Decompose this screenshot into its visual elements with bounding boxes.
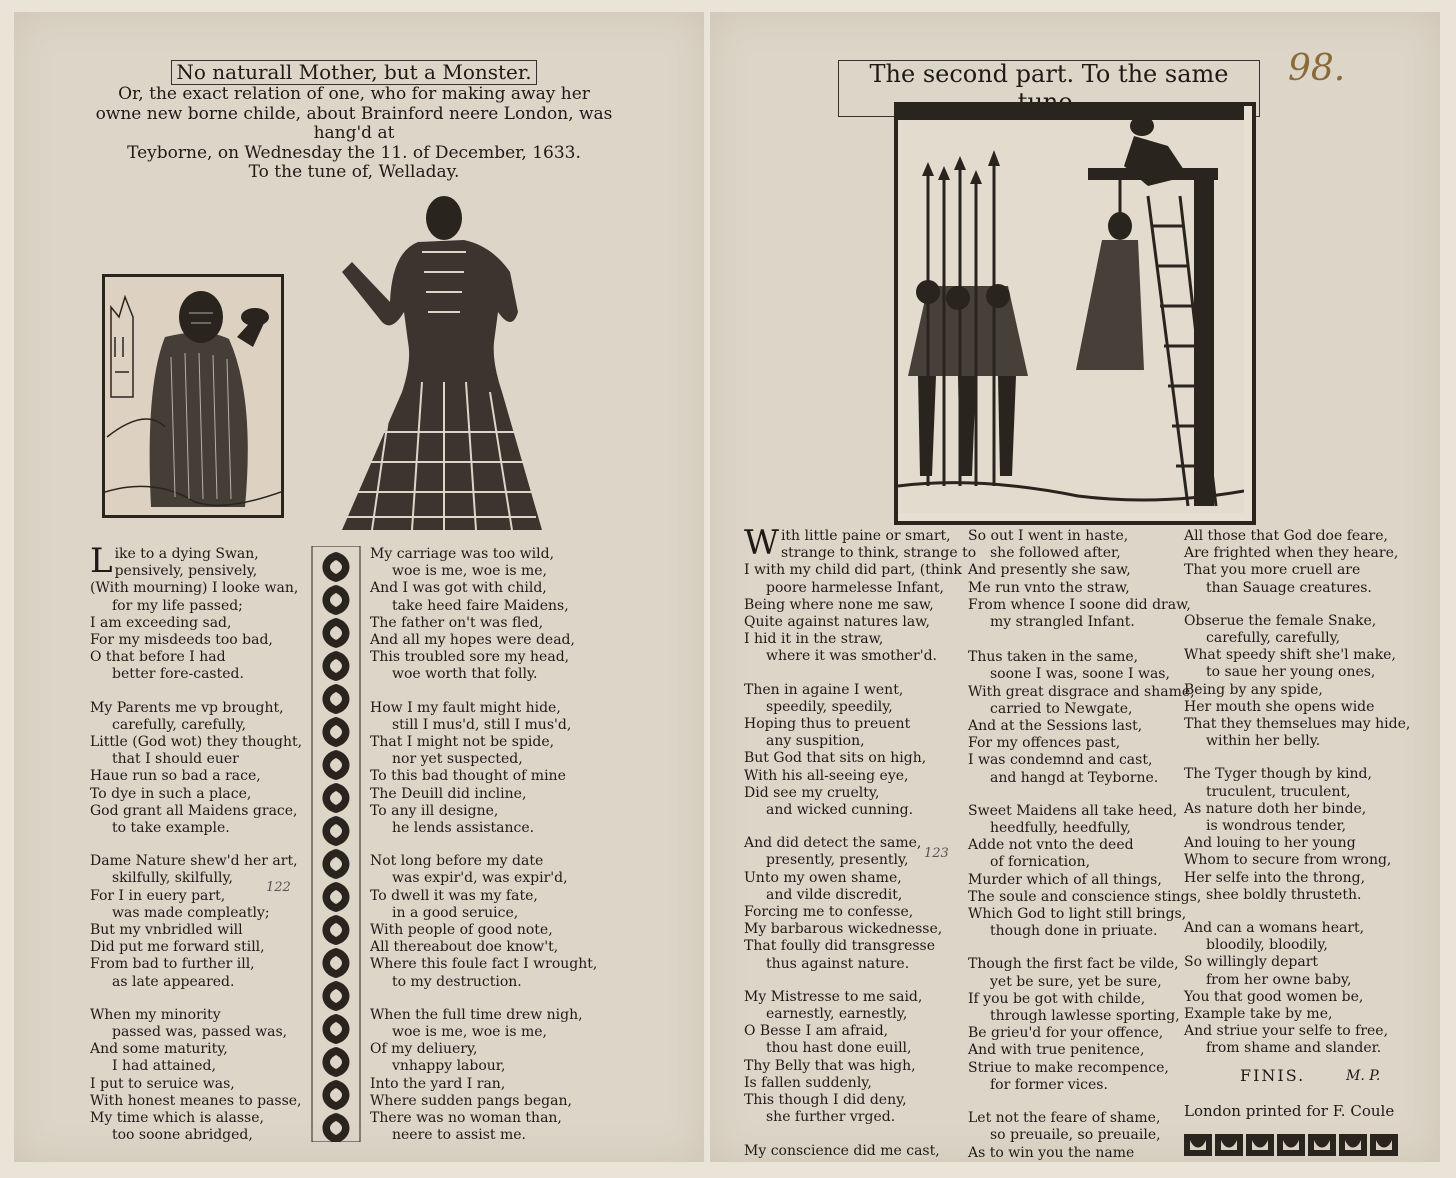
stanza: [90, 1007, 300, 1145]
verse-line: Quite against natures law,: [744, 614, 930, 631]
verse-line: and wicked cunning.: [766, 802, 914, 819]
verse-line: And at the Sessions last,: [968, 718, 1143, 735]
verse-line: presently, presently,: [766, 852, 909, 869]
verse-line: for my life passed;: [112, 597, 243, 614]
ornament-tile: [323, 816, 350, 846]
verse-line: Adde not vnto the deed: [968, 837, 1134, 854]
verse-line: Thy Belly that was high,: [744, 1057, 916, 1074]
verse-line: When the full time drew nigh,: [370, 1006, 583, 1023]
verse-line: I had attained,: [112, 1058, 216, 1075]
ballad-tune-line: To the tune of, Welladay.: [248, 162, 460, 183]
vertical-ornament-border: [308, 546, 364, 1142]
verse-line: vnhappy labour,: [392, 1058, 506, 1075]
verse-line: Dame Nature shew'd her art,: [90, 853, 298, 870]
verse-line: for former vices.: [990, 1076, 1108, 1093]
verse-line: Did see my cruelty,: [744, 784, 880, 801]
stanza: [1184, 920, 1424, 1058]
ornament-tile: [1339, 1134, 1367, 1156]
verse-line: I put to seruice was,: [90, 1075, 235, 1092]
ornament-tile: [323, 981, 350, 1011]
verse-line: To this bad thought of mine: [370, 768, 566, 785]
ornament-tile: [323, 552, 350, 582]
bottom-ornament-border: [1180, 1130, 1400, 1160]
verse-line: poore harmelesse Infant,: [766, 579, 944, 596]
verse-line: With honest meanes to passe,: [90, 1092, 302, 1109]
verse-line: was made compleatly;: [112, 904, 270, 921]
margin-note: 123: [924, 846, 949, 861]
verse-line: she followed after,: [990, 545, 1121, 562]
ornament-tile: [323, 717, 350, 747]
verse-line: is wondrous tender,: [1206, 818, 1347, 835]
ornament-tile: [323, 783, 350, 813]
verse-line: as late appeared.: [112, 973, 235, 990]
stanza: [370, 853, 598, 991]
verse-line: though done in priuate.: [990, 923, 1158, 940]
verse-line: from shame and slander.: [1206, 1040, 1382, 1057]
verse-line: I hid it in the straw,: [744, 631, 884, 648]
verse-line: Murder which of all things,: [968, 871, 1162, 888]
ornament-tile: [1308, 1134, 1336, 1156]
verse-column-right-3: [1184, 528, 1424, 1074]
verse-line: Into the yard I ran,: [370, 1075, 506, 1092]
finis-label: FINIS.: [1240, 1066, 1306, 1085]
verse-line: Sweet Maidens all take heed,: [968, 802, 1178, 819]
verse-line: my strangled Infant.: [990, 614, 1135, 631]
verse-line: But God that sits on high,: [744, 750, 927, 767]
verse-line: From whence I soone did draw,: [968, 596, 1191, 613]
verse-line: skilfully, skilfully,: [112, 870, 234, 887]
verse-line: Me run vnto the straw,: [968, 579, 1130, 596]
verse-line: From bad to further ill,: [90, 956, 255, 973]
stanza: [968, 1110, 1188, 1162]
verse-line: The Tyger though by kind,: [1184, 766, 1372, 783]
verse-line: she further vrged.: [766, 1109, 896, 1126]
verse-line: There was no woman than,: [370, 1110, 562, 1127]
verse-line: yet be sure, yet be sure,: [990, 973, 1162, 990]
verse-line: I was condemnd and cast,: [968, 752, 1153, 769]
verse-column-right-1: [744, 523, 977, 1176]
verse-line: thus against nature.: [766, 955, 910, 972]
verse-line: And with true penitence,: [968, 1042, 1145, 1059]
verse-line: To dye in such a place,: [90, 785, 252, 802]
verse-line: And presently she saw,: [968, 562, 1131, 579]
ballad-subtitle-line-1: Or, the exact relation of one, who for making away her: [118, 84, 590, 104]
stanza: [90, 541, 300, 684]
verse-line: to take example.: [112, 820, 230, 837]
verse-line: Whom to secure from wrong,: [1184, 852, 1392, 869]
verse-line: To dwell it was my fate,: [370, 887, 538, 904]
verse-line: With his all-seeing eye,: [744, 767, 909, 784]
verse-line: in a good seruice,: [392, 904, 519, 921]
verse-line: And some maturity,: [90, 1041, 228, 1058]
verse-line: passed was, passed was,: [112, 1024, 288, 1041]
verse-column-left-2: [370, 546, 598, 1161]
verse-line: bloodily, bloodily,: [1206, 937, 1328, 954]
verse-line: For I in euery part,: [90, 887, 226, 904]
verse-line: With great disgrace and shame,: [968, 683, 1195, 700]
verse-line: As to win you the name: [968, 1144, 1135, 1161]
stanza: [1184, 766, 1424, 904]
ornament-tile: [323, 585, 350, 615]
ornament-tile: [323, 1113, 350, 1142]
verse-line: Thus taken in the same,: [968, 649, 1139, 666]
ornament-tile: [323, 1080, 350, 1110]
verse-line: Her mouth she opens wide: [1184, 698, 1375, 715]
verse-line: Being where none me saw,: [744, 596, 934, 613]
verse-line: take heed faire Maidens,: [392, 597, 569, 614]
verse-line: O Besse I am afraid,: [744, 1023, 889, 1040]
verse-line: Of my deliuery,: [370, 1041, 478, 1058]
verse-line: truculent, truculent,: [1206, 783, 1351, 800]
stanza: [370, 1006, 583, 1145]
ornament-tile: [323, 618, 350, 648]
right-broadside-page: [710, 12, 1440, 1162]
verse-line: Did put me forward still,: [90, 939, 265, 956]
margin-note: 122: [266, 880, 291, 895]
verse-line: To any ill designe,: [370, 802, 499, 819]
verse-line: Hoping thus to preuent: [744, 716, 911, 733]
verse-line: Haue run so bad a race,: [90, 768, 261, 785]
ornament-tile: [323, 948, 350, 978]
verse-line: Not long before my date: [370, 853, 544, 870]
stanza: [370, 546, 580, 684]
verse-line: heedfully, heedfully,: [990, 820, 1131, 837]
verse-column-left-1: [90, 541, 303, 1161]
left-broadside-page: [14, 12, 704, 1162]
verse-line: Striue to make recompence,: [968, 1059, 1169, 1076]
verse-line: My conscience did me cast,: [744, 1142, 940, 1159]
verse-line: so preuaile, so preuaile,: [990, 1127, 1161, 1144]
verse-line: was expir'd, was expir'd,: [392, 870, 568, 887]
verse-line: soone I was, soone I was,: [990, 666, 1170, 683]
verse-line: The soule and conscience stings,: [968, 888, 1202, 905]
verse-line: So willingly depart: [1184, 954, 1319, 971]
dropcap: L: [90, 541, 113, 581]
verse-line: That they themselues may hide,: [1184, 716, 1411, 733]
verse-line: My carriage was too wild,: [370, 546, 555, 562]
stanza: [968, 649, 1195, 787]
verse-line: Is fallen suddenly,: [744, 1074, 872, 1091]
verse-line: Though the first fact be vilde,: [968, 956, 1179, 973]
verse-line: to saue her young ones,: [1206, 664, 1376, 681]
verse-line: any suspition,: [766, 733, 865, 750]
verse-line: My Parents me vp brought,: [90, 699, 284, 716]
ornament-tile: [323, 1047, 350, 1077]
verse-line: Little (God wot) they thought,: [90, 734, 303, 751]
woodcut-woman-figure: [332, 192, 546, 540]
ornament-tile: [1246, 1134, 1274, 1156]
stanza: [1184, 613, 1424, 751]
ornament-tile: [1277, 1134, 1305, 1156]
verse-line: How I my fault might hide,: [370, 699, 561, 716]
verse-line: thou hast done euill,: [766, 1040, 912, 1057]
verse-line: This troubled sore my head,: [370, 649, 570, 666]
verse-line: that I should euer: [112, 751, 239, 768]
verse-line: speedily, speedily,: [766, 698, 893, 715]
verse-line: That you more cruell are: [1184, 562, 1361, 579]
stanza: [968, 528, 1191, 631]
verse-line: If you be got with childe,: [968, 990, 1146, 1007]
verse-line: too soone abridged,: [112, 1127, 253, 1144]
ornament-tile: [323, 882, 350, 912]
verse-line: Forcing me to confesse,: [744, 904, 914, 921]
verse-line: (With mourning) I looke wan,: [90, 580, 299, 597]
verse-line: through lawlesse sporting,: [990, 1008, 1180, 1025]
verse-line: strange to think, strange to: [780, 545, 977, 562]
verse-line: ith little paine or smart,: [780, 528, 951, 544]
verse-line: For my offences past,: [968, 735, 1121, 752]
stanza: [744, 835, 969, 973]
verse-line: The Deuill did incline,: [370, 785, 527, 802]
stanza: [744, 989, 969, 1127]
ballad-title: No naturall Mother, but a Monster.: [171, 60, 536, 85]
verse-line: Being by any spide,: [1184, 681, 1323, 698]
stanza: [968, 802, 1202, 941]
verse-line: Where this foule fact I wrought,: [370, 956, 598, 973]
verse-line: And I was got with child,: [370, 580, 547, 597]
verse-line: carefully, carefully,: [112, 716, 247, 733]
verse-line: My time which is alasse,: [90, 1110, 264, 1127]
woodcut-man-with-goblet: [102, 274, 284, 518]
verse-line: he lends assistance.: [392, 820, 535, 837]
verse-line: All thereabout doe know't,: [370, 939, 559, 956]
verse-line: My barbarous wickednesse,: [744, 921, 943, 938]
verse-line: And louing to her young: [1184, 835, 1356, 852]
verse-line: nor yet suspected,: [392, 751, 523, 768]
ornament-tile: [323, 750, 350, 780]
verse-line: pensively, pensively,: [114, 563, 258, 580]
author-initials: M. P.: [1346, 1068, 1381, 1084]
verse-line: woe worth that folly.: [392, 666, 538, 683]
verse-line: ike to a dying Swan,: [114, 546, 259, 562]
verse-line: Where sudden pangs began,: [370, 1092, 572, 1109]
verse-line: to my destruction.: [392, 973, 522, 990]
verse-line: As nature doth her binde,: [1184, 800, 1367, 817]
verse-line: O that before I had: [90, 649, 226, 666]
verse-line: For my misdeeds too bad,: [90, 632, 273, 649]
verse-line: Let not the feare of shame,: [968, 1110, 1161, 1127]
verse-line: and hangd at Teyborne.: [990, 769, 1159, 786]
verse-line: Which God to light still brings,: [968, 906, 1187, 923]
stanza: [90, 853, 300, 991]
imprint-line: London printed for F. Coule: [1184, 1102, 1395, 1120]
stanza: [744, 523, 977, 666]
ornament-tile: [1370, 1134, 1398, 1156]
verse-line: of fornication,: [990, 854, 1091, 871]
verse-line: My Mistresse to me said,: [744, 988, 923, 1005]
verse-line: I am exceeding sad,: [90, 614, 232, 631]
ballad-subtitle-line-3: Teyborne, on Wednesday the 11. of December, 1633.: [127, 142, 581, 163]
second-part-title: The second part. To the same: [838, 60, 1260, 117]
verse-line: What speedy shift she'l make,: [1184, 647, 1396, 664]
verse-line: and vilde discredit,: [766, 886, 903, 903]
verse-line: than Sauage creatures.: [1206, 579, 1372, 596]
verse-line: from her owne baby,: [1206, 971, 1352, 988]
ornament-tile: [1184, 1134, 1212, 1156]
stanza: [90, 699, 303, 838]
stanza: [1184, 528, 1424, 597]
verse-line: So out I went in haste,: [968, 528, 1129, 544]
verse-line: better fore-casted.: [112, 666, 244, 683]
verse-line: That foully did transgresse: [744, 938, 936, 955]
verse-line: carried to Newgate,: [990, 700, 1133, 717]
woodcut-hanging-scene: [894, 102, 1256, 525]
verse-line: This though I did deny,: [744, 1092, 907, 1109]
verse-line: Unto my owen shame,: [744, 869, 902, 886]
verse-line: woe is me, woe is me,: [392, 1024, 547, 1041]
page-number: 98.: [1288, 48, 1346, 89]
verse-line: You that good women be,: [1184, 988, 1364, 1005]
verse-line: neere to assist me.: [392, 1127, 526, 1144]
ornament-tile: [1215, 1134, 1243, 1156]
verse-line: The father on't was fled,: [370, 614, 544, 631]
stanza: [744, 682, 969, 820]
verse-line: carefully, carefully,: [1206, 630, 1341, 647]
verse-line: When my minority: [90, 1006, 221, 1023]
verse-column-right-2: [968, 528, 1202, 1178]
verse-line: Be grieu'd for your offence,: [968, 1025, 1164, 1042]
ornament-tile: [323, 915, 350, 945]
verse-line: All those that God doe feare,: [1184, 528, 1388, 544]
verse-line: God grant all Maidens grace,: [90, 802, 298, 819]
stanza: [968, 956, 1188, 1094]
ornament-tile: [323, 684, 350, 714]
ornament-tile: [323, 651, 350, 681]
verse-line: And all my hopes were dead,: [370, 632, 575, 649]
verse-line: where it was smother'd.: [766, 648, 938, 665]
verse-line: woe is me, woe is me,: [392, 563, 547, 580]
verse-line: Her selfe into the throng,: [1184, 869, 1366, 886]
ornament-tile: [323, 1014, 350, 1044]
verse-line: Are frighted when they heare,: [1184, 545, 1399, 562]
verse-line: That I might not be spide,: [370, 734, 555, 751]
verse-line: Obserue the female Snake,: [1184, 612, 1377, 629]
verse-line: within her belly.: [1206, 733, 1321, 750]
stanza: [744, 1143, 969, 1160]
verse-line: But my vnbridled will: [90, 922, 243, 939]
verse-line: With people of good note,: [370, 922, 553, 939]
verse-line: I with my child did part, (think: [744, 562, 962, 579]
verse-line: And can a womans heart,: [1184, 920, 1365, 937]
ballad-subtitle-line-2: owne new borne childe, about Brainford neere London, was hang'd at: [95, 103, 613, 144]
verse-line: earnestly, earnestly,: [766, 1006, 908, 1023]
dropcap: W: [744, 523, 779, 563]
stanza: [370, 700, 580, 838]
verse-line: shee boldly thrusteth.: [1206, 886, 1362, 903]
verse-line: Then in againe I went,: [744, 681, 904, 698]
verse-line: Example take by me,: [1184, 1006, 1333, 1023]
verse-line: And striue your selfe to free,: [1184, 1023, 1389, 1040]
verse-line: And did detect the same,: [744, 835, 922, 852]
verse-line: still I mus'd, still I mus'd,: [392, 716, 572, 733]
ornament-tile: [323, 849, 350, 879]
left-title-block: [74, 60, 634, 183]
